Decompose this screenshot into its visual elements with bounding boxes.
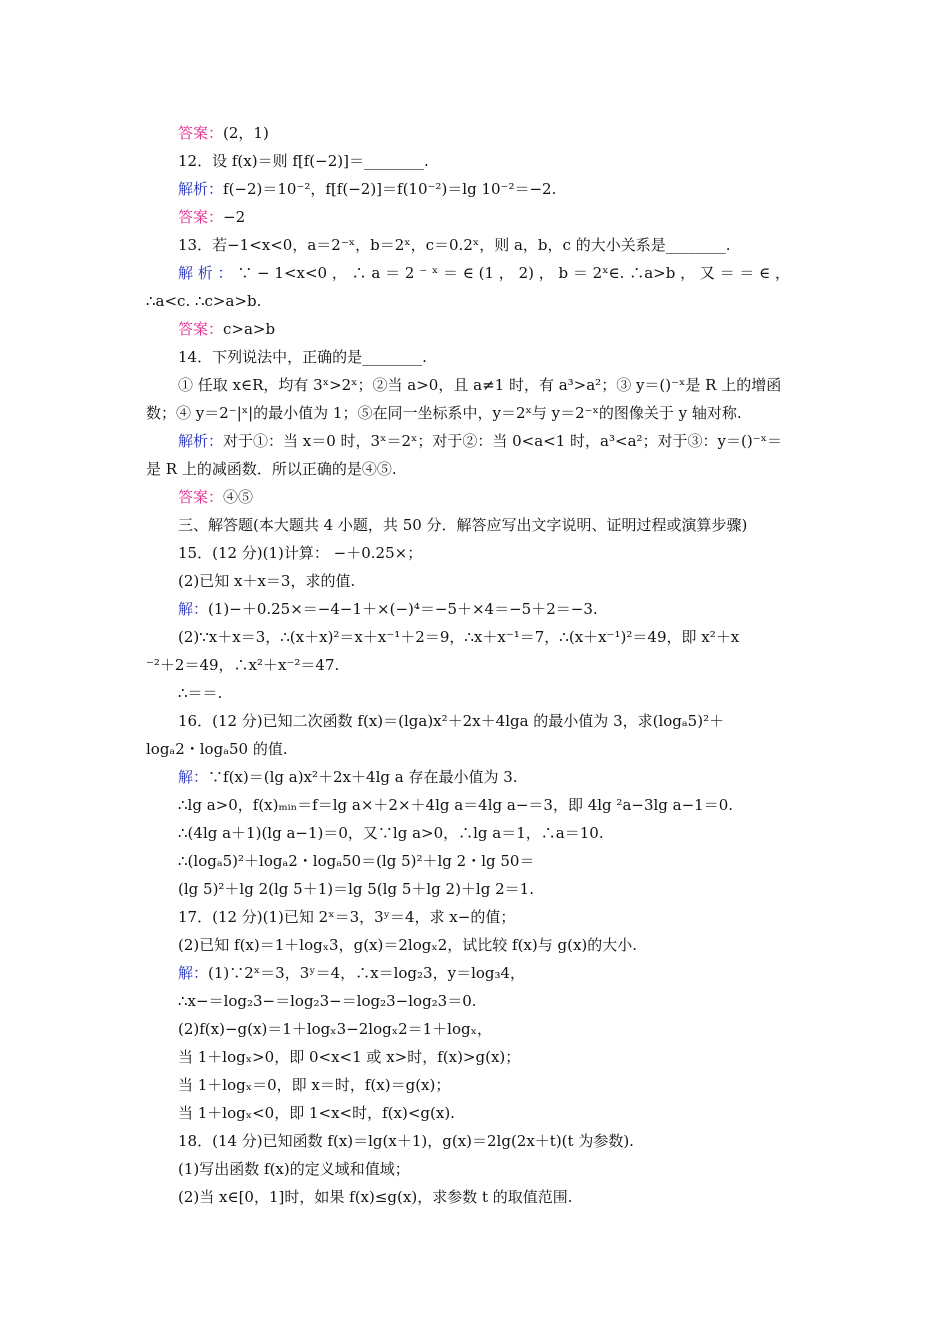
line-text: 13．若−1<x<0，a＝2⁻ˣ，b＝2ˣ，c＝0.2ˣ，则 a，b，c 的大小关系是________. — [178, 236, 731, 254]
line-text: (1)∵2ˣ＝3，3ʸ＝4，∴x＝log₂3，y＝log₃4， — [208, 964, 526, 982]
line-text: ① 任取 x∈R，均有 3ˣ>2ˣ；②当 a>0，且 a≠1 时，有 a³>a²；③ y＝()⁻ˣ是 R 上的增函 — [178, 376, 782, 394]
line-text: (1)−＋0.25×＝−4−1＋×(−)⁴＝−5＋×4＝−5＋2＝−3. — [208, 600, 598, 618]
text-line — [178, 572, 355, 590]
line-text: f(−2)＝10⁻²，f[f(−2)]＝f(10⁻²)＝lg 10⁻²＝−2. — [223, 180, 557, 198]
line-text: 当 1＋logₓ>0，即 0<x<1 或 x>时，f(x)>g(x)； — [178, 1048, 521, 1066]
line-text: 三、解答题(本大题共 4 小题，共 50 分．解答应写出文字说明、证明过程或演算步骤) — [178, 516, 748, 534]
line-text: (1)写出函数 f(x)的定义域和值域； — [178, 1160, 410, 1178]
solution-label: 解 析 ： — [178, 264, 233, 282]
text-line — [178, 152, 429, 170]
text-line — [178, 1104, 455, 1122]
line-text: 18．(14 分)已知函数 f(x)＝lg(x＋1)，g(x)＝2lg(2x＋t)(t 为参数). — [178, 1132, 634, 1150]
text-line — [178, 488, 253, 506]
text-line — [178, 628, 739, 646]
line-text: ⁻²＋2＝49，∴x²＋x⁻²＝47. — [146, 656, 340, 674]
text-line — [146, 292, 261, 310]
solution-label: 解： — [178, 768, 209, 786]
line-text: 12．设 f(x)＝则 f[f(−2)]＝________. — [178, 152, 429, 170]
answer-label: 答案： — [178, 488, 224, 506]
text-line — [178, 712, 724, 730]
text-line — [178, 936, 637, 954]
text-line — [178, 1020, 492, 1038]
line-text: (2)∵x＋x＝3，∴(x＋x)²＝x＋x⁻¹＋2＝9，∴x＋x⁻¹＝7，∴(x＋x⁻¹)²＝49，即 x²＋x — [178, 628, 740, 646]
line-text: (lg 5)²＋lg 2(lg 5＋1)＝lg 5(lg 5＋lg 2)＋lg 2＝1. — [178, 880, 534, 898]
text-line — [178, 348, 427, 366]
text-line — [178, 1048, 520, 1066]
answer-label: 答案： — [178, 124, 224, 142]
text-line — [178, 684, 222, 702]
text-line — [178, 264, 790, 282]
line-text: 17．(12 分)(1)已知 2ˣ＝3，3ʸ＝4，求 x−的值； — [178, 908, 516, 926]
line-text: 数；④ y＝2⁻|ˣ|的最小值为 1；⑤在同一坐标系中，y＝2ˣ与 y＝2⁻ˣ的图像关于 y 轴对称. — [146, 404, 742, 422]
text-line — [146, 460, 397, 478]
line-text: (2)已知 f(x)＝1＋logₓ3，g(x)＝2logₓ2，试比较 f(x)与 g(x)的大小. — [178, 936, 638, 954]
line-text: (2)f(x)−g(x)＝1＋logₓ3−2logₓ2＝1＋logₓ， — [178, 1020, 492, 1038]
line-text: c>a>b — [223, 320, 276, 338]
text-line — [178, 600, 598, 618]
line-text: ∴＝＝. — [178, 684, 223, 702]
text-line — [178, 208, 245, 226]
text-line — [178, 124, 269, 142]
text-line — [178, 908, 515, 926]
line-text: logₐ2・logₐ50 的值. — [146, 740, 288, 758]
line-text: ∴(4lg a＋1)(lg a−1)＝0，又∵lg a>0，∴lg a＝1，∴a＝10. — [178, 824, 604, 842]
text-line — [146, 404, 742, 422]
line-text: 当 1＋logₓ＝0，即 x＝时，f(x)＝g(x)； — [178, 1076, 451, 1094]
text-line — [178, 180, 556, 198]
line-text: (2)已知 x＋x＝3，求的值. — [178, 572, 356, 590]
text-line — [178, 1160, 410, 1178]
line-text: 16．(12 分)已知二次函数 f(x)＝(lga)x²＋2x＋4lga 的最小值为 3，求(logₐ5)²＋ — [178, 712, 725, 730]
text-line — [178, 824, 604, 842]
text-line — [146, 740, 288, 758]
line-text: 对于①：当 x＝0 时，3ˣ＝2ˣ；对于②：当 0<a<1 时，a³<a²；对于③：y＝()⁻ˣ＝ — [223, 432, 782, 450]
line-text: ∴a<c. ∴c>a>b. — [146, 292, 262, 310]
text-line — [178, 880, 534, 898]
line-text: 14．下列说法中，正确的是________. — [178, 348, 427, 366]
solution-label: 解析： — [178, 180, 224, 198]
line-text: −2 — [223, 208, 246, 226]
text-line — [178, 376, 781, 394]
line-text: ∴x−＝log₂3−＝log₂3−＝log₂3−log₂3＝0. — [178, 992, 477, 1010]
line-text: ④⑤ — [223, 488, 254, 506]
text-line — [178, 768, 518, 786]
text-line — [178, 432, 782, 450]
line-text: 15．(12 分)(1)计算： −＋0.25×； — [178, 544, 423, 562]
solution-label: 解： — [178, 964, 209, 982]
text-line — [178, 964, 525, 982]
line-text: 当 1＋logₓ<0，即 1<x<时，f(x)<g(x). — [178, 1104, 455, 1122]
line-text: 是 R 上的减函数．所以正确的是④⑤. — [146, 460, 397, 478]
text-line — [178, 1132, 634, 1150]
text-line — [178, 544, 422, 562]
line-text: ∵ − 1<x<0 ， ∴ a ＝ 2 ⁻ ˣ ＝ ∈ (1 ， 2) ， b ＝ 2ˣ∈. ∴a>b ， 又 ＝ ＝ ∈ ， — [232, 264, 791, 282]
answer-label: 答案： — [178, 208, 224, 226]
line-text: ∴(logₐ5)²＋logₐ2・logₐ50＝(lg 5)²＋lg 2・lg 50＝ — [178, 852, 535, 870]
text-line — [146, 656, 339, 674]
text-line — [178, 992, 477, 1010]
line-text: ∵f(x)＝(lg a)x²＋2x＋4lg a 存在最小值为 3. — [208, 768, 518, 786]
line-text: ∴lg a>0，f(x)ₘᵢₙ＝f＝lg a×＋2×＋4lg a＝4lg a−＝3，即 4lg ²a−3lg a−1＝0. — [178, 796, 734, 814]
text-line — [178, 236, 730, 254]
text-line — [178, 1188, 573, 1206]
section-heading — [178, 516, 747, 534]
line-text: (2)当 x∈[0，1]时，如果 f(x)≤g(x)，求参数 t 的取值范围. — [178, 1188, 573, 1206]
text-line — [178, 796, 733, 814]
answer-label: 答案： — [178, 320, 224, 338]
text-line — [178, 320, 275, 338]
text-line — [178, 1076, 450, 1094]
solution-label: 解析： — [178, 432, 224, 450]
text-line — [178, 852, 534, 870]
line-text: (2，1) — [223, 124, 269, 142]
solution-label: 解： — [178, 600, 209, 618]
